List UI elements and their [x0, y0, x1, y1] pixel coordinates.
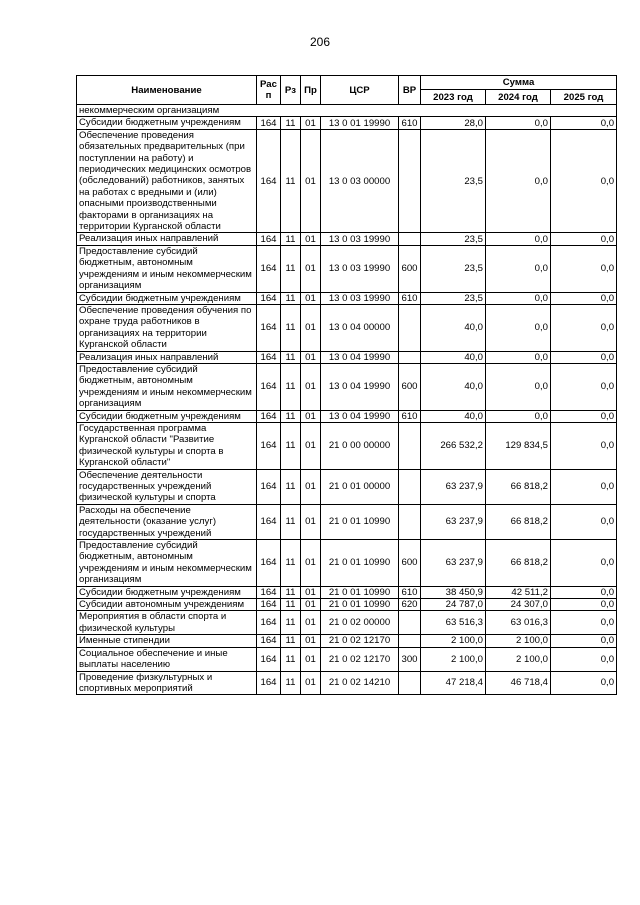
cell-csr: 21 0 00 00000: [321, 422, 399, 469]
table-row: [77, 233, 617, 245]
cell-rasp: 164: [257, 611, 281, 635]
cell-sum-2023: 23,5: [421, 233, 486, 245]
cell-csr: 21 0 01 00000: [321, 469, 399, 504]
cell-pr: 01: [301, 351, 321, 363]
header-year-2024: 2024 год: [486, 90, 551, 105]
cell-sum-2023: 38 450,9: [421, 586, 486, 598]
table-row: [77, 611, 617, 635]
cell-rz: 11: [281, 635, 301, 647]
cell-csr: 21 0 02 12170: [321, 647, 399, 671]
cell-rasp: 164: [257, 304, 281, 351]
cell-csr: 13 0 03 00000: [321, 129, 399, 233]
cell-vr: 600: [399, 363, 421, 410]
continuation-text: некоммерческим организациям: [77, 105, 617, 117]
cell-csr: 13 0 04 00000: [321, 304, 399, 351]
cell-rz: 11: [281, 540, 301, 587]
cell-rasp: 164: [257, 540, 281, 587]
header-rasp: Рас п: [257, 76, 281, 105]
cell-name: Субсидии бюджетным учреждениям: [77, 117, 257, 129]
cell-csr: 21 0 01 10990: [321, 599, 399, 611]
table-row: [77, 599, 617, 611]
cell-sum-2024: 0,0: [486, 304, 551, 351]
cell-rasp: 164: [257, 635, 281, 647]
cell-sum-2024: 2 100,0: [486, 635, 551, 647]
cell-sum-2024: 0,0: [486, 129, 551, 233]
cell-rz: 11: [281, 292, 301, 304]
cell-name: Расходы на обеспечение деятельности (оказание услуг) государственных учреждений: [77, 504, 257, 539]
cell-sum-2025: 0,0: [551, 422, 617, 469]
table-row: [77, 351, 617, 363]
cell-pr: 01: [301, 469, 321, 504]
cell-sum-2023: 40,0: [421, 363, 486, 410]
table-row: [77, 469, 617, 504]
cell-rasp: 164: [257, 245, 281, 292]
cell-vr: [399, 671, 421, 695]
cell-pr: 01: [301, 410, 321, 422]
cell-pr: 01: [301, 540, 321, 587]
cell-rasp: 164: [257, 586, 281, 598]
table-row: [77, 245, 617, 292]
cell-rz: 11: [281, 671, 301, 695]
cell-name: Именные стипендии: [77, 635, 257, 647]
cell-sum-2023: 2 100,0: [421, 635, 486, 647]
cell-vr: [399, 129, 421, 233]
cell-pr: 01: [301, 647, 321, 671]
cell-pr: 01: [301, 363, 321, 410]
table-row: [77, 635, 617, 647]
cell-csr: 21 0 02 00000: [321, 611, 399, 635]
table-row: [77, 410, 617, 422]
table-row: [77, 129, 617, 233]
page-number: 206: [309, 35, 331, 49]
cell-vr: 620: [399, 599, 421, 611]
cell-name: Субсидии бюджетным учреждениям: [77, 410, 257, 422]
cell-sum-2023: 23,5: [421, 245, 486, 292]
cell-sum-2025: 0,0: [551, 292, 617, 304]
cell-name: Субсидии бюджетным учреждениям: [77, 586, 257, 598]
cell-name: Реализация иных направлений: [77, 351, 257, 363]
cell-rasp: 164: [257, 351, 281, 363]
cell-csr: 21 0 01 10990: [321, 586, 399, 598]
cell-sum-2025: 0,0: [551, 635, 617, 647]
cell-rz: 11: [281, 647, 301, 671]
cell-pr: 01: [301, 671, 321, 695]
table-row: [77, 671, 617, 695]
cell-name: Государственная программа Курганской области "Развитие физической культуры и спорта в Курганской области": [77, 422, 257, 469]
cell-name: Субсидии бюджетным учреждениям: [77, 292, 257, 304]
table-row: [77, 586, 617, 598]
cell-rasp: 164: [257, 410, 281, 422]
cell-name: Субсидии автономным учреждениям: [77, 599, 257, 611]
cell-rz: 11: [281, 410, 301, 422]
table-row: [77, 363, 617, 410]
cell-pr: 01: [301, 635, 321, 647]
cell-sum-2025: 0,0: [551, 611, 617, 635]
cell-rasp: 164: [257, 504, 281, 539]
cell-rasp: 164: [257, 129, 281, 233]
cell-name: Обеспечение деятельности государственных учреждений физической культуры и спорта: [77, 469, 257, 504]
cell-sum-2024: 66 818,2: [486, 504, 551, 539]
cell-sum-2023: 47 218,4: [421, 671, 486, 695]
cell-rasp: 164: [257, 117, 281, 129]
cell-vr: [399, 304, 421, 351]
cell-csr: 13 0 04 19990: [321, 410, 399, 422]
cell-rz: 11: [281, 351, 301, 363]
cell-name: Мероприятия в области спорта и физической культуры: [77, 611, 257, 635]
cell-sum-2025: 0,0: [551, 245, 617, 292]
cell-sum-2023: 63 237,9: [421, 469, 486, 504]
cell-vr: 600: [399, 245, 421, 292]
cell-pr: 01: [301, 599, 321, 611]
cell-name: Предоставление субсидий бюджетным, автономным учреждениям и иным некоммерческим организациям: [77, 245, 257, 292]
cell-pr: 01: [301, 611, 321, 635]
continuation-row: [77, 105, 617, 117]
cell-vr: [399, 504, 421, 539]
cell-sum-2024: 42 511,2: [486, 586, 551, 598]
cell-rz: 11: [281, 469, 301, 504]
cell-sum-2025: 0,0: [551, 504, 617, 539]
cell-sum-2025: 0,0: [551, 540, 617, 587]
cell-sum-2025: 0,0: [551, 647, 617, 671]
cell-pr: 01: [301, 292, 321, 304]
cell-rasp: 164: [257, 469, 281, 504]
cell-sum-2023: 23,5: [421, 129, 486, 233]
cell-sum-2025: 0,0: [551, 304, 617, 351]
cell-sum-2023: 63 237,9: [421, 540, 486, 587]
cell-sum-2024: 2 100,0: [486, 647, 551, 671]
cell-rz: 11: [281, 599, 301, 611]
cell-sum-2024: 0,0: [486, 245, 551, 292]
cell-sum-2024: 0,0: [486, 351, 551, 363]
cell-pr: 01: [301, 129, 321, 233]
cell-sum-2025: 0,0: [551, 129, 617, 233]
cell-sum-2025: 0,0: [551, 586, 617, 598]
cell-sum-2025: 0,0: [551, 117, 617, 129]
header-sum: Сумма: [421, 76, 617, 90]
table-row: [77, 304, 617, 351]
cell-name: Социальное обеспечение и иные выплаты населению: [77, 647, 257, 671]
cell-vr: 610: [399, 117, 421, 129]
cell-pr: 01: [301, 504, 321, 539]
cell-rasp: 164: [257, 422, 281, 469]
cell-name: Обеспечение проведения обязательных предварительных (при поступлении на работу) и периодических медицинских осмотров (обследований) работников, занятых на работах с вредными и (или) опасными производственными факторами в организациях на территории Курганской области: [77, 129, 257, 233]
cell-sum-2025: 0,0: [551, 363, 617, 410]
cell-vr: [399, 469, 421, 504]
cell-vr: 600: [399, 540, 421, 587]
cell-rz: 11: [281, 611, 301, 635]
cell-rz: 11: [281, 117, 301, 129]
table-header: [77, 76, 617, 105]
cell-sum-2023: 40,0: [421, 351, 486, 363]
budget-table: [76, 75, 617, 695]
cell-pr: 01: [301, 233, 321, 245]
cell-sum-2024: 0,0: [486, 363, 551, 410]
cell-pr: 01: [301, 245, 321, 292]
cell-sum-2024: 66 818,2: [486, 469, 551, 504]
cell-pr: 01: [301, 117, 321, 129]
cell-sum-2023: 28,0: [421, 117, 486, 129]
table-row: [77, 647, 617, 671]
table-row: [77, 292, 617, 304]
cell-name: Предоставление субсидий бюджетным, автономным учреждениям и иным некоммерческим организациям: [77, 540, 257, 587]
cell-csr: 13 0 03 19990: [321, 245, 399, 292]
cell-sum-2023: 40,0: [421, 304, 486, 351]
cell-sum-2024: 63 016,3: [486, 611, 551, 635]
cell-rz: 11: [281, 363, 301, 410]
cell-vr: [399, 611, 421, 635]
cell-csr: 21 0 02 14210: [321, 671, 399, 695]
cell-sum-2025: 0,0: [551, 233, 617, 245]
table-row: [77, 504, 617, 539]
cell-csr: 13 0 03 19990: [321, 233, 399, 245]
cell-sum-2023: 24 787,0: [421, 599, 486, 611]
cell-sum-2025: 0,0: [551, 469, 617, 504]
cell-rz: 11: [281, 504, 301, 539]
cell-sum-2024: 24 307,0: [486, 599, 551, 611]
cell-vr: [399, 635, 421, 647]
table-body: [77, 105, 617, 695]
header-rz: Рз: [281, 76, 301, 105]
header-name: Наименование: [77, 76, 257, 105]
cell-sum-2023: 23,5: [421, 292, 486, 304]
cell-rasp: 164: [257, 292, 281, 304]
cell-csr: 13 0 03 19990: [321, 292, 399, 304]
cell-csr: 13 0 04 19990: [321, 351, 399, 363]
cell-sum-2024: 0,0: [486, 292, 551, 304]
header-year-2025: 2025 год: [551, 90, 617, 105]
cell-sum-2023: 63 237,9: [421, 504, 486, 539]
cell-rz: 11: [281, 422, 301, 469]
table-row: [77, 422, 617, 469]
cell-name: Предоставление субсидий бюджетным, автономным учреждениям и иным некоммерческим организациям: [77, 363, 257, 410]
cell-sum-2025: 0,0: [551, 599, 617, 611]
cell-csr: 21 0 02 12170: [321, 635, 399, 647]
cell-sum-2024: 0,0: [486, 233, 551, 245]
cell-vr: [399, 233, 421, 245]
cell-sum-2024: 66 818,2: [486, 540, 551, 587]
cell-sum-2023: 63 516,3: [421, 611, 486, 635]
cell-rasp: 164: [257, 599, 281, 611]
cell-vr: 610: [399, 410, 421, 422]
cell-vr: [399, 351, 421, 363]
cell-csr: 13 0 04 19990: [321, 363, 399, 410]
cell-sum-2025: 0,0: [551, 410, 617, 422]
header-pr: Пр: [301, 76, 321, 105]
cell-rz: 11: [281, 245, 301, 292]
cell-sum-2024: 46 718,4: [486, 671, 551, 695]
header-csr: ЦСР: [321, 76, 399, 105]
cell-rz: 11: [281, 304, 301, 351]
header-vr: ВР: [399, 76, 421, 105]
cell-name: Проведение физкультурных и спортивных мероприятий: [77, 671, 257, 695]
cell-sum-2023: 2 100,0: [421, 647, 486, 671]
cell-pr: 01: [301, 304, 321, 351]
cell-csr: 21 0 01 10990: [321, 540, 399, 587]
cell-sum-2024: 129 834,5: [486, 422, 551, 469]
cell-sum-2023: 266 532,2: [421, 422, 486, 469]
cell-rasp: 164: [257, 363, 281, 410]
cell-sum-2025: 0,0: [551, 671, 617, 695]
cell-pr: 01: [301, 422, 321, 469]
cell-csr: 21 0 01 10990: [321, 504, 399, 539]
cell-vr: 610: [399, 292, 421, 304]
cell-rasp: 164: [257, 233, 281, 245]
table-row: [77, 117, 617, 129]
cell-vr: 610: [399, 586, 421, 598]
cell-csr: 13 0 01 19990: [321, 117, 399, 129]
cell-rz: 11: [281, 233, 301, 245]
cell-rz: 11: [281, 586, 301, 598]
cell-pr: 01: [301, 586, 321, 598]
header-year-2023: 2023 год: [421, 90, 486, 105]
cell-rz: 11: [281, 129, 301, 233]
cell-sum-2023: 40,0: [421, 410, 486, 422]
cell-sum-2025: 0,0: [551, 351, 617, 363]
cell-vr: 300: [399, 647, 421, 671]
cell-vr: [399, 422, 421, 469]
cell-rasp: 164: [257, 647, 281, 671]
cell-rasp: 164: [257, 671, 281, 695]
table-row: [77, 540, 617, 587]
cell-sum-2024: 0,0: [486, 117, 551, 129]
cell-sum-2024: 0,0: [486, 410, 551, 422]
cell-name: Обеспечение проведения обучения по охране труда работников в организациях на территории Курганской области: [77, 304, 257, 351]
cell-name: Реализация иных направлений: [77, 233, 257, 245]
